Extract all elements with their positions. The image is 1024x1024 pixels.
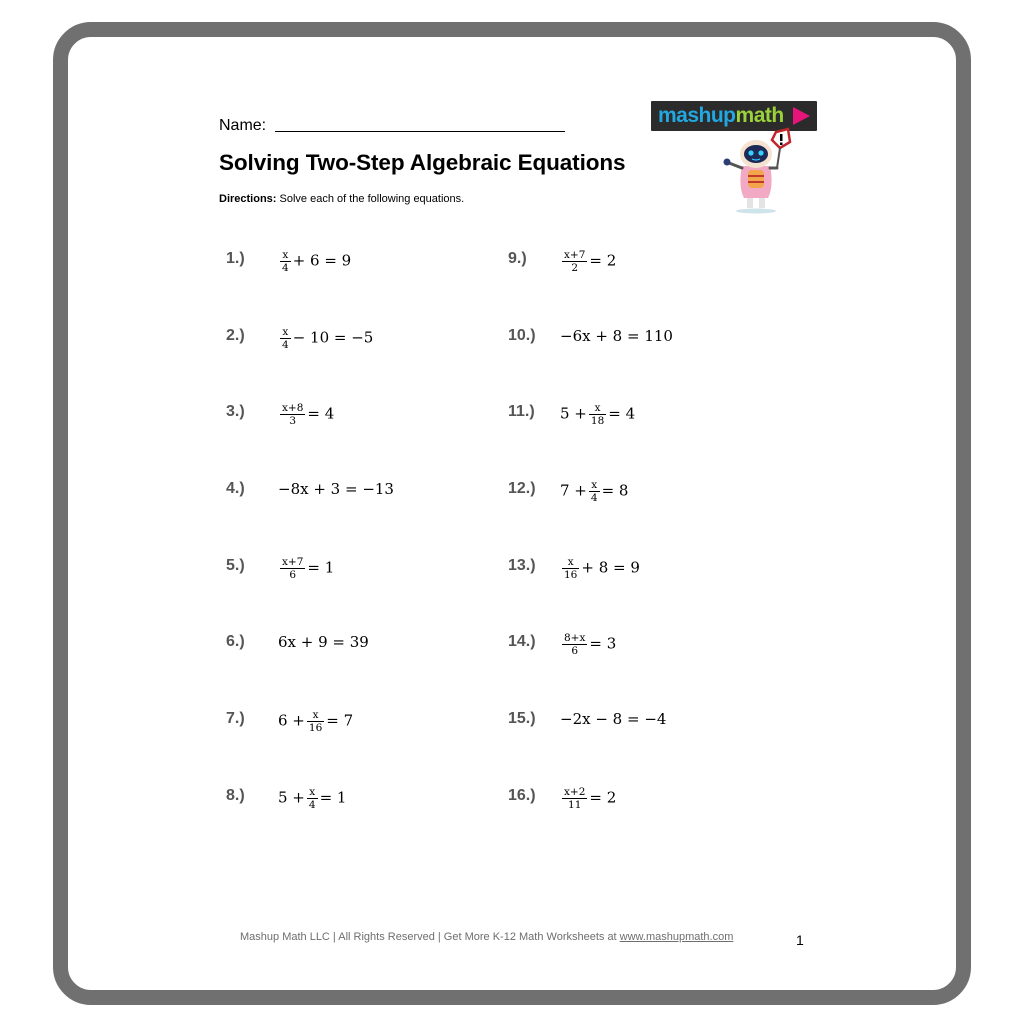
equation: −2x − 8 = −4 — [560, 710, 667, 728]
fraction: $\frac{x}{18}$ — [590, 402, 605, 427]
fraction: $\frac{x}{4}$ — [282, 326, 289, 351]
equation: $\frac{8+x}{6}$ = 3 — [564, 632, 617, 657]
problem-number: 10.) — [508, 327, 536, 344]
footer-link[interactable]: www.mashupmath.com — [619, 931, 734, 943]
equation: −8x + 3 = −13 — [278, 480, 394, 498]
fraction: $\frac{x+8}{3}$ — [282, 402, 304, 427]
directions — [219, 193, 464, 205]
play-arrow-icon — [793, 107, 810, 125]
equation: $\frac{x}{16}$ + 8 = 9 — [564, 556, 640, 581]
equation: 6 + $\frac{x}{16}$ = 7 — [278, 709, 354, 734]
problem-number: 14.) — [508, 633, 536, 650]
problem-number: 13.) — [508, 557, 536, 574]
footer-text: Mashup Math LLC | All Rights Reserved | Get More K-12 Math Worksheets at — [240, 931, 620, 943]
footer — [240, 931, 733, 943]
equation: 5 + $\frac{x}{18}$ = 4 — [560, 402, 636, 427]
fraction: $\frac{x}{4}$ — [308, 786, 316, 811]
problem-number: 11.) — [508, 403, 535, 420]
problem-number: 3.) — [226, 403, 245, 420]
problem-number: 6.) — [226, 633, 245, 650]
equation: 7 + $\frac{x}{4}$ = 8 — [560, 479, 629, 504]
equation: $\frac{x}{4}$ − 10 = −5 — [282, 326, 374, 351]
equation: $\frac{x+7}{6}$ = 1 — [282, 556, 335, 581]
problem-number: 8.) — [226, 787, 245, 804]
equation: 5 + $\frac{x}{4}$ = 1 — [278, 786, 347, 811]
problem-number: 12.) — [508, 480, 536, 497]
robot-mascot-icon — [720, 126, 792, 214]
fraction: $\frac{x}{16}$ — [564, 556, 578, 581]
problem-number: 16.) — [508, 787, 536, 804]
problem-number: 9.) — [508, 250, 527, 267]
problem-number: 15.) — [508, 710, 536, 727]
problem-number: 2.) — [226, 327, 245, 344]
fraction: $\frac{x}{4}$ — [590, 479, 598, 504]
name-label: Name: — [219, 117, 271, 134]
problem-number: 7.) — [226, 710, 245, 727]
problem-number: 5.) — [226, 557, 245, 574]
worksheet-title: Solving Two-Step Algebraic Equations — [219, 150, 626, 175]
name-blank-line[interactable] — [275, 115, 565, 132]
logo-text: mashupmath — [658, 104, 784, 127]
fraction: $\frac{x+7}{2}$ — [564, 249, 586, 274]
fraction: $\frac{8+x}{6}$ — [564, 632, 586, 657]
fraction: $\frac{x+7}{6}$ — [282, 556, 304, 581]
problem-number: 1.) — [226, 250, 245, 267]
equation: $\frac{x}{4}$ + 6 = 9 — [282, 249, 352, 274]
fraction: $\frac{x}{16}$ — [308, 709, 323, 734]
equation: $\frac{x+7}{2}$ = 2 — [564, 249, 617, 274]
fraction: $\frac{x}{4}$ — [282, 249, 289, 274]
fraction: $\frac{x+2}{11}$ — [564, 786, 586, 811]
page-number: 1 — [796, 932, 804, 948]
equation: $\frac{x+2}{11}$ = 2 — [564, 786, 617, 811]
directions-label: Directions: — [219, 193, 277, 205]
directions-text: Solve each of the following equations. — [276, 193, 465, 205]
equation: 6x + 9 = 39 — [278, 633, 369, 651]
equation: $\frac{x+8}{3}$ = 4 — [282, 402, 335, 427]
name-field[interactable] — [219, 115, 565, 135]
equation: −6x + 8 = 110 — [560, 327, 673, 345]
problem-number: 4.) — [226, 480, 245, 497]
